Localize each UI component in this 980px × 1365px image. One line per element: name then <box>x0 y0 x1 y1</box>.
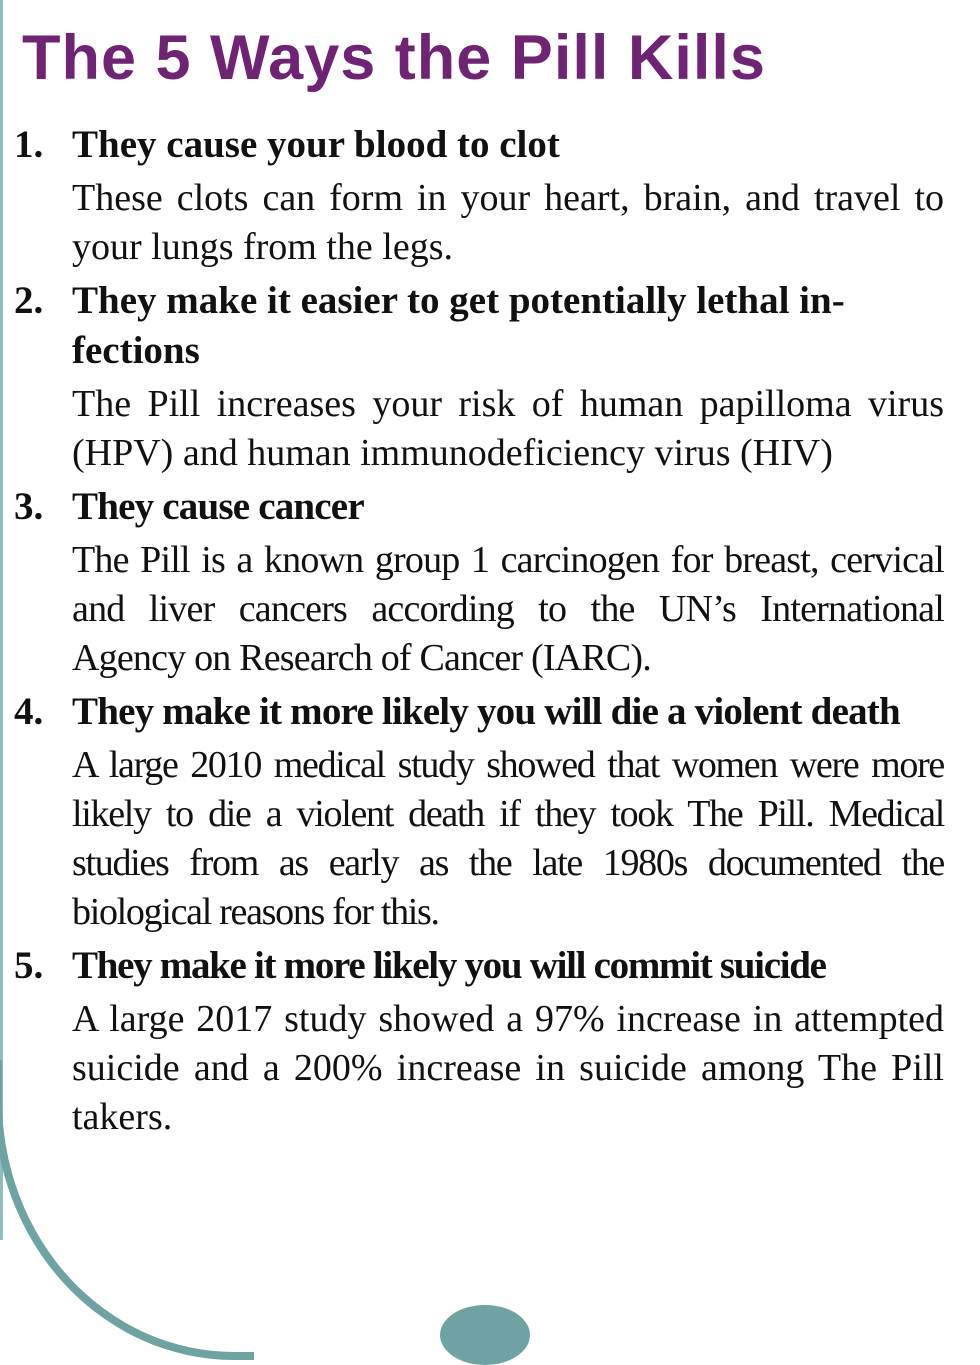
list-item-1 <box>14 120 944 272</box>
item-number: 3. <box>14 485 44 528</box>
item-number: 1. <box>14 123 44 166</box>
item-body: A large 2017 study showed a 97% increase in attempted suicide and a 200% increase in suicide among The Pill takers. <box>72 998 944 1138</box>
item-body: The Pill increases your risk of human papilloma virus (HPV) and human immunodeficiency virus (HIV) <box>72 383 944 474</box>
list-item-2 <box>14 276 944 478</box>
bottom-circle-decoration <box>440 1305 530 1365</box>
item-body: The Pill is a known group 1 carcinogen for breast, cervical and liver cancers according to the UN’s International Agency on Research of Cancer (IARC). <box>72 539 944 679</box>
list-item-4 <box>14 687 944 937</box>
item-body: A large 2010 medical study showed that women were more likely to die a violent death if they took The Pill. Medical studies from as early as the late 1980s documented the biological reasons for this. <box>72 744 944 933</box>
item-heading: They make it easier to get potentially lethal in-fections <box>72 279 845 372</box>
item-number: 4. <box>14 690 44 733</box>
item-number: 5. <box>14 944 44 987</box>
item-body: These clots can form in your heart, brain, and travel to your lungs from the legs. <box>72 177 944 268</box>
item-heading: They cause your blood to clot <box>72 123 560 166</box>
item-heading: They make it more likely you will die a violent death <box>72 690 900 733</box>
list-item-3 <box>14 482 944 683</box>
item-heading: They make it more likely you will commit suicide <box>72 944 826 987</box>
left-border-decoration <box>0 0 3 1240</box>
item-heading: They cause cancer <box>72 485 364 528</box>
ways-list <box>14 120 944 1146</box>
item-number: 2. <box>14 279 44 322</box>
page-title: The 5 Ways the Pill Kills <box>22 23 766 93</box>
list-item-5 <box>14 941 944 1142</box>
